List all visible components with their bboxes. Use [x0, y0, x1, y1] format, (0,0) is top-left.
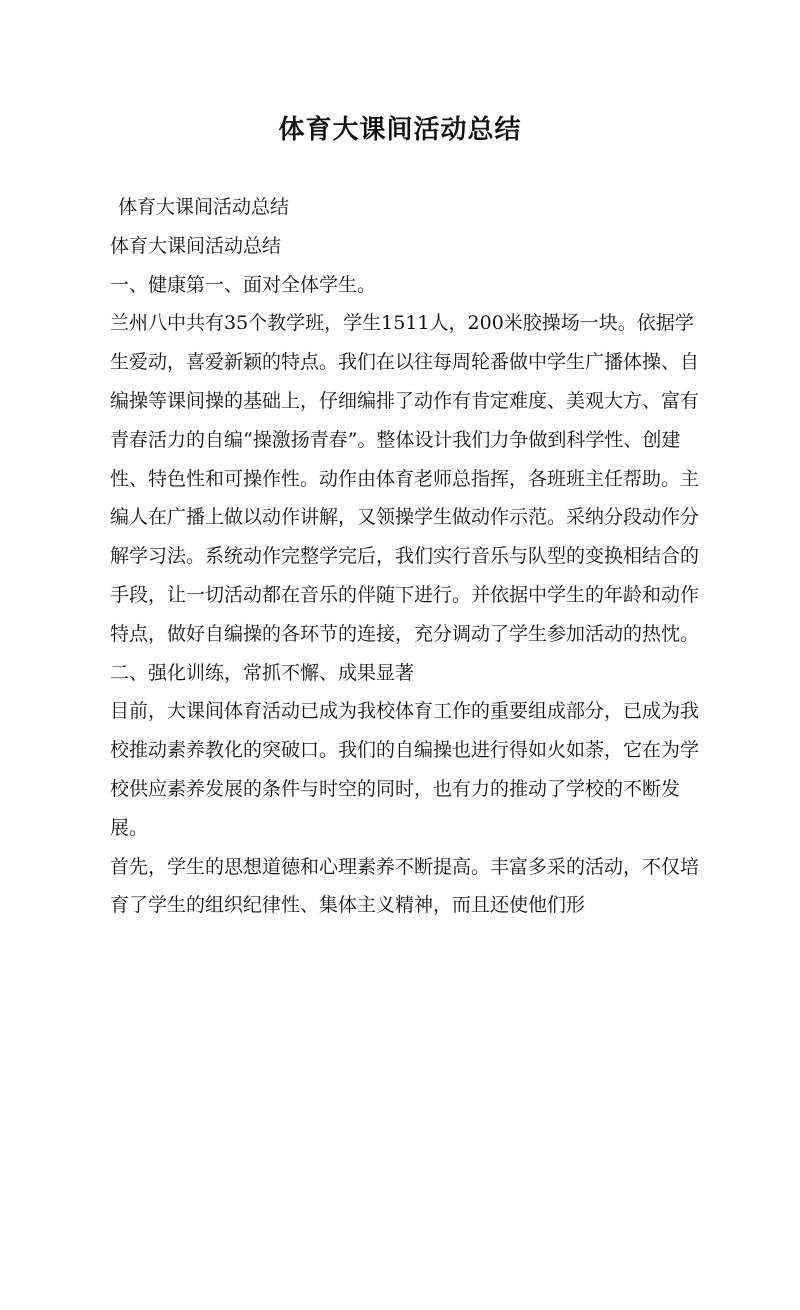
section-heading-1: 一、健康第一、面对全体学生。 [110, 273, 377, 296]
paragraph-1: 兰州八中共有35个教学班，学生1511人，200米胶操场一块。依据学生爱动，喜爱新颖的特点。我们在以往每周轮番做中学生广播体操、自编操等课间操的基础上，仔细编排了动作有肯定难度、美观大方、富有青春活力的自编“操激扬青春”。整体设计我们力争做到科学性、创建性、特色性和可操作性。动作由体育老师总指挥，各班班主任帮助。主编人在广播上做以动作讲解，又领操学生做动作示范。采纳分段动作分解学习法。系统动作完整学完后，我们实行音乐与队型的变换相结合的手段，让一切活动都在音乐的伴随下进行。并依据中学生的年龄和动作特点，做好自编操的各环节的连接，充分调动了学生参加活动的热忱。 [110, 312, 700, 645]
paragraph-3: 首先，学生的思想道德和心理素养不断提高。丰富多采的活动，不仅培育了学生的组织纪律性、集体主义精神，而且还使他们形 [110, 855, 700, 917]
document-body [110, 188, 710, 925]
section-heading-2: 二、强化训练，常抓不懈、成果显著 [110, 661, 415, 684]
subtitle-line-2: 体育大课间活动总结 [110, 234, 282, 257]
paragraph-2: 目前，大课间体育活动已成为我校体育工作的重要组成部分，已成为我校推动素养教化的突破口。我们的自编操也进行得如火如荼，它在为学校供应素养发展的条件与时空的同时，也有力的推动了学校的不断发展。 [110, 700, 700, 839]
subtitle-line-1: 体育大课间活动总结 [118, 196, 290, 218]
page-title: 体育大课间活动总结 [278, 115, 522, 145]
